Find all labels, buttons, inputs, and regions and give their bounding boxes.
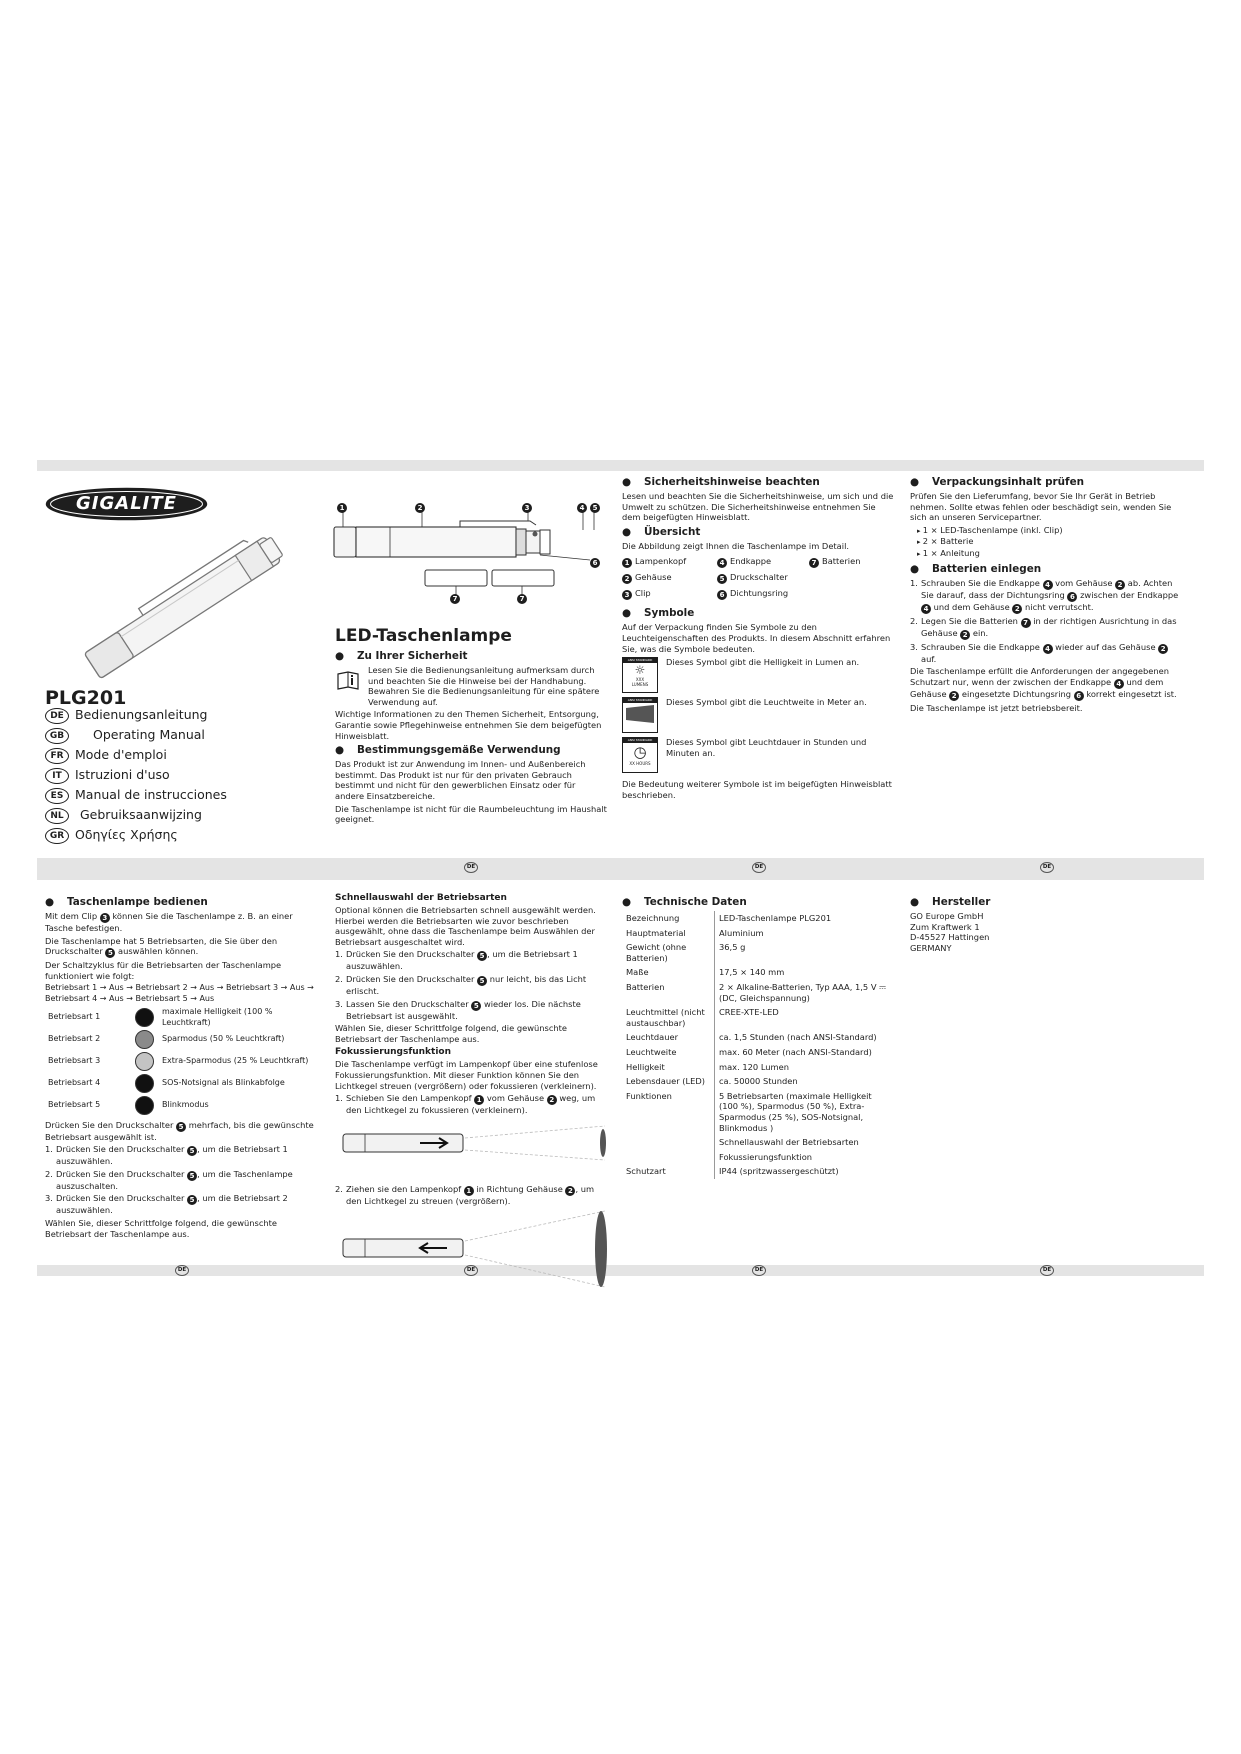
focus-wide-illustration [335,1209,610,1289]
part-item [717,572,788,584]
mode-row [45,1073,320,1095]
language-item-es [45,787,227,804]
ready-text-2: Die Taschenlampe ist jetzt betriebsbereit. [910,702,1083,713]
package-heading: ● Verpackungsinhalt prüfen [910,476,1085,488]
tech-value: IP44 (spritzwassergeschützt) [719,1166,839,1177]
symbols-footer: Die Bedeutung weiterer Symbole ist im beigefügten Hinweisblatt beschrieben. [622,779,892,800]
part-callout-icon [622,574,632,584]
mode-name: Betriebsart 5 [48,1100,101,1110]
tech-key: Maße [622,965,715,980]
modes-text: Die Taschenlampe hat 5 Betriebsarten, die Sie über den Druckschalter 5 auswählen können. [45,936,320,959]
lumen-symbol-icon [622,657,658,693]
figure-callout-6-icon [590,558,600,568]
callout-1-icon [474,1095,484,1105]
part-callout-icon [717,558,727,568]
language-code-badge: IT [45,768,69,784]
tech-key [622,1135,715,1150]
mode-name: Betriebsart 3 [48,1056,101,1066]
language-item-nl [45,807,202,824]
range-beam-glyph [623,703,657,725]
light-indicator-icon [135,1008,154,1027]
language-item-gr [45,827,178,844]
symbol-range-row [622,697,894,737]
brand-logo [45,487,208,521]
symbol-time-text: Dieses Symbol gibt Leuchtdauer in Stunden und Minuten an. [666,737,867,758]
language-label: Istruzioni d'uso [75,767,170,782]
callout-4-icon [1043,580,1053,590]
page-badge-3: DE [752,862,766,873]
mode-row [45,1007,320,1029]
tech-value: Aluminium [719,927,764,938]
lumen-symbol-value: XXX [635,677,645,683]
tech-value: ca. 50000 Stunden [719,1076,798,1087]
symbols-text: Auf der Verpackung finden Sie Symbole zu den Leuchteigenschaften des Produkts. In diesem Abschnitt erfahren Sie, was die Symbole bedeuten. [622,622,891,654]
language-label: Manual de instrucciones [75,787,227,802]
callout-5-icon [477,951,487,961]
package-item: ▸ 2 × Batterie [917,536,1182,548]
tech-key: Funktionen [622,1089,715,1135]
model-number: PLG201 [45,687,127,709]
clip-text: Mit dem Clip 3 können Sie die Taschenlampe z. B. an einer Tasche befestigen. [45,911,320,934]
overview-text: Die Abbildung zeigt Ihnen die Taschenlampe im Detail. [622,540,850,551]
language-code-badge: GB [45,728,69,744]
callout-5-icon [187,1171,197,1181]
mode-indicator [129,1051,159,1073]
tech-row [622,926,894,941]
mode-name: Betriebsart 4 [48,1078,101,1088]
use-text-2: Die Taschenlampe ist nicht für die Raumbeleuchtung im Haushalt geeignet. [335,803,607,825]
page-badge-2: DE [464,862,478,873]
example-step-3: 3. Drücken Sie den Druckschalter 5 , um die Betriebsart 2 auszuwählen. [45,1193,320,1216]
symbol-lumen-row [622,657,894,697]
mode-description: Sparmodus (50 % Leuchtkraft) [162,1034,285,1044]
callout-1-icon [464,1186,474,1196]
tech-row [622,965,894,980]
tech-key: Schutzart [622,1164,715,1179]
mode-row [45,1029,320,1051]
tech-key: Batterien [622,980,715,1005]
clock-glyph: ◷ [633,743,647,762]
safety-text: Lesen Sie die Bedienungsanleitung aufmerksam durch und beachten Sie die Hinweise bei der Handhabung. Bewahren Sie die Bedienungsanleitung für eine spätere Verwendung auf. [368,665,600,707]
battery-step-1: 1. Schrauben Sie die Endkappe 4 vom Gehäuse 2 ab. Achten Sie darauf, dass der Dichtungsring 6 zwischen der Endkappe 4 und dem Gehäuse 2 nicht verrutscht. [910,578,1182,614]
light-indicator-icon [135,1096,154,1115]
callout-2-icon [547,1095,557,1105]
tech-key: Bezeichnung [622,911,715,926]
page-7-text [622,893,894,1179]
language-label: Operating Manual [93,727,205,742]
figure-callout-3-icon [522,503,532,513]
symbols-heading: ● Symbole [622,607,695,620]
package-text: Prüfen Sie den Lieferumfang, bevor Sie Ihr Gerät in Betrieb nehmen. Sollte etwas fehlen oder beschädigt sein, wenden Sie sich an unseren Servicepartner. [910,491,1172,523]
mode-row [45,1095,320,1117]
figure-callout-1-icon [337,503,347,513]
light-indicator-icon [135,1052,154,1071]
time-symbol-tag: ANSI STANDARD [623,738,657,743]
tech-heading: ● Technische Daten [622,896,747,908]
press-text: Drücken Sie den Druckschalter 5 mehrfach, bis die gewünschte Betriebsart ausgewählt ist. [45,1120,320,1143]
tech-value: LED-Taschenlampe PLG201 [719,913,832,923]
top-sheet-top-band [37,460,1204,471]
callout-5-icon [105,948,115,958]
figure-callout-2-icon [415,503,425,513]
tech-row [622,1005,894,1030]
operate-footer: Wählen Sie, dieser Schrittfolge folgend, die gewünschte Betriebsart der Taschenlampe aus. [45,1217,278,1239]
page-4-text [910,473,1182,715]
callout-2-icon [1115,580,1125,590]
tech-value: 17,5 × 140 mm [719,967,785,978]
figure-callout-4-icon [577,503,587,513]
info-text: Wichtige Informationen zu den Themen Sicherheit, Entsorgung, Garantie sowie Pflegehinweise entnehmen Sie dem beigefügten Hinweisblatt. [335,709,602,741]
part-label: Clip [635,588,651,599]
figure-callout-battery-icon [517,594,527,604]
quick-footer: Wählen Sie, dieser Schrittfolge folgend, die gewünschte Betriebsart der Taschenlampe aus. [335,1023,568,1044]
use-text-1: Das Produkt ist zur Anwendung im Innen- und Außenbereich bestimmt. Das Produkt ist nur für den privaten Gebrauch bestimmt und nicht für den gewerblichen Einsatz oder für andere Einsatzbereiche. [335,759,586,801]
page-badge-4: DE [1040,862,1054,873]
focus-step-a [335,1093,610,1116]
part-label: Druckschalter [730,572,788,583]
language-code-badge: GR [45,828,69,844]
cycle-intro: Der Schaltzyklus für die Betriebsarten der Taschenlampe funktioniert wie folgt: [45,960,282,981]
symbol-lumen-text: Dieses Symbol gibt die Helligkeit in Lumen an. [666,657,860,668]
callout-2-icon [565,1186,575,1196]
mode-name: Betriebsart 1 [48,1012,101,1022]
callout-4-icon [1043,644,1053,654]
page-5-text [45,893,320,1241]
focus-step-b [335,1184,610,1207]
tech-key: Gewicht (ohne Batterien) [622,940,715,965]
overview-figure [330,500,610,610]
ready-text: Die Taschenlampe erfüllt die Anforderungen der angegebenen Schutzart nur, wenn der zwischen der Endkappe 4 und dem Gehäuse 2 eingesetzte Dichtungsring 6 korrekt eingesetzt ist. [910,666,1182,701]
flashlight-illustration [55,528,305,688]
page-badge-6: DE [464,1265,478,1276]
quick-step-3: 3. Lassen Sie den Druckschalter 5 wieder los. Die nächste Betriebsart ist ausgewählt. [335,999,610,1022]
tech-value: CREE-XTE-LED [719,1007,779,1018]
info-book-icon [337,671,359,691]
example-steps [45,1144,320,1216]
language-code-badge: NL [45,808,69,824]
lumen-symbol-tag: ANSI STANDARD [623,658,657,663]
product-title: LED-Taschenlampe [335,626,512,646]
part-item [717,556,771,568]
battery-steps [910,578,1182,665]
tech-key: Leuchtweite [622,1045,715,1060]
callout-5-icon [471,1001,481,1011]
part-label: Endkappe [730,556,772,567]
part-item [622,572,672,584]
language-item-de [45,707,207,724]
package-item: ▸ 1 × LED-Taschenlampe (inkl. Clip) [917,525,1182,537]
tech-row [622,1164,894,1179]
manufacturer-line: GO Europe GmbH [910,911,984,921]
tech-key [622,1150,715,1165]
tech-value: max. 60 Meter (nach ANSI-Standard) [719,1046,872,1057]
quick-step-2: 2. Drücken Sie den Druckschalter 5 nur leicht, bis das Licht erlischt. [335,974,610,997]
part-callout-icon [717,574,727,584]
part-label: Gehäuse [635,572,672,583]
part-callout-icon [717,590,727,600]
tech-row [622,980,894,1005]
brand-name: GIGALITE [76,493,177,514]
quick-text: Optional können die Betriebsarten schnell ausgewählt werden. Hierbei werden die Betriebsarten wie zuvor beschrieben ausgewählt, ohne dass die Taschenlampe beim Auswählen der Betriebsart ausgeschaltet wird. [335,905,596,947]
tech-value: ca. 1,5 Stunden (nach ANSI-Standard) [719,1032,877,1043]
quick-heading: Schnellauswahl der Betriebsarten [335,893,507,903]
page-2-text [335,625,607,827]
tech-row [622,1045,894,1060]
page-3-text [622,473,894,802]
callout-2-icon [1012,604,1022,614]
tech-value: max. 120 Lumen [719,1061,790,1072]
mode-description: maximale Helligkeit (100 % Leuchtkraft) [162,1006,273,1027]
tech-row [622,1135,894,1150]
mode-table [45,1007,320,1117]
figure-callout-5-icon [590,503,600,513]
part-item [717,588,788,600]
tech-row [622,940,894,965]
tech-value: 36,5 g [719,942,746,953]
bottom-sheet-bottom-band [37,1265,1204,1276]
safety-notes-text: Lesen und beachten Sie die Sicherheitshinweise, um sich und die Umwelt zu schützen. Die Sicherheitshinweise entnehmen Sie dem beigefügten Hinweisblatt. [622,491,894,523]
package-list [910,525,1182,560]
quick-steps [335,949,610,1021]
page-8-text [910,893,1182,953]
callout-5-icon [187,1195,197,1205]
tech-value: Fokussierungsfunktion [719,1151,813,1162]
callout-6-icon [1074,691,1084,701]
mode-name: Betriebsart 2 [48,1034,101,1044]
tech-key: Helligkeit [622,1060,715,1075]
example-step-1: 1. Drücken Sie den Druckschalter 5 , um die Betriebsart 1 auszuwählen. [45,1144,320,1167]
callout-2-icon [960,630,970,640]
manufacturer-line: Zum Kraftwerk 1 [910,921,980,932]
light-indicator-icon [135,1030,154,1049]
range-symbol-icon [622,697,658,733]
language-item-gb [45,727,205,744]
tech-value: 5 Betriebsarten (maximale Helligkeit (100 %), Sparmodus (50 %), Extra-Sparmodus (25 %), SOS-Notsignal, Blinkmodus ) [719,1090,872,1133]
symbol-time-row [622,737,894,779]
part-label: Batterien [822,556,861,567]
page-badge-8: DE [1040,1265,1054,1276]
part-callout-icon [622,558,632,568]
time-symbol-icon [622,737,658,773]
battery-step-2: 2. Legen Sie die Batterien 7 in der richtigen Ausrichtung in das Gehäuse 2 ein. [910,616,1182,640]
light-indicator-icon [135,1074,154,1093]
tech-key: Lebensdauer (LED) [622,1074,715,1089]
language-label: Gebruiksaanwijzing [80,807,202,822]
example-step-2: 2. Drücken Sie den Druckschalter 5 , um die Taschenlampe auszuschalten. [45,1169,320,1192]
range-symbol-value: XXX [646,724,655,730]
language-label: Οδηγίες Χρήσης [75,827,178,842]
callout-2-icon [1158,644,1168,654]
safety-notes-heading: ● Sicherheitshinweise beachten [622,476,820,488]
tech-table [622,911,894,1179]
callout-2-icon [949,691,959,701]
tech-row [622,1060,894,1075]
focus-heading: Fokussierungsfunktion [335,1047,452,1058]
manufacturer-heading: ● Hersteller [910,896,991,908]
language-label: Mode d'emploi [75,747,167,762]
page-badge-7: DE [752,1265,766,1276]
overview-heading: ● Übersicht [622,525,701,538]
symbol-range-text: Dieses Symbol gibt die Leuchtweite in Meter an. [666,697,867,708]
part-callout-icon [622,590,632,600]
use-heading: ● Bestimmungsgemäße Verwendung [335,744,561,757]
focus-step-2: 2. Ziehen sie den Lampenkopf 1 in Richtung Gehäuse 2 , um den Lichtkegel zu streuen (vergrößern). [335,1184,610,1207]
page-badge-5: DE [175,1265,189,1276]
tech-row [622,1150,894,1165]
lumen-symbol-label: LUMENS [631,682,649,688]
safety-block [335,665,607,707]
language-item-it [45,767,170,784]
page-6-text [335,890,610,1292]
manufacturer-line: GERMANY [910,942,952,953]
tech-key: Hauptmaterial [622,926,715,941]
callout-5-icon [187,1146,197,1156]
range-symbol-tag: ANSI STANDARD [623,698,657,703]
language-code-badge: ES [45,788,69,804]
tech-row [622,1089,894,1135]
battery-heading: ● Batterien einlegen [910,562,1042,575]
mode-description: Extra-Sparmodus (25 % Leuchtkraft) [162,1056,309,1066]
mode-indicator [129,1073,159,1095]
callout-5-icon [477,976,487,986]
focus-step-1: 1. Schieben Sie den Lampenkopf 1 vom Gehäuse 2 weg, um den Lichtkegel zu fokussieren (verkleinern). [335,1093,610,1116]
focus-text: Die Taschenlampe verfügt im Lampenkopf über eine stufenlose Fokussierungsfunktion. Mit dieser Funktion können Sie den Lichtkegel streuen (vergrößern) oder fokussieren (verkleinern). [335,1059,598,1091]
tech-row [622,911,894,926]
callout-4-icon [921,604,931,614]
mode-description: Blinkmodus [162,1100,209,1110]
time-symbol-label: XX HOURS [629,761,651,767]
callout-3-icon [100,913,110,923]
mode-indicator [129,1095,159,1117]
tech-value: 2 × Alkaline-Batterien, Typ AAA, 1,5 V ⎓ (DC, Gleichspannung) [719,981,886,1003]
battery-step-3: 3. Schrauben Sie die Endkappe 4 wieder auf das Gehäuse 2 auf. [910,642,1182,665]
part-item [622,588,651,600]
language-item-fr [45,747,167,764]
language-code-badge: FR [45,748,69,764]
tech-key: Leuchtmittel (nicht austauschbar) [622,1005,715,1030]
quick-step-1: 1. Drücken Sie den Druckschalter 5 , um die Betriebsart 1 auszuwählen. [335,949,610,972]
callout-4-icon [1114,679,1124,689]
tech-value: Schnellauswahl der Betriebsarten [719,1137,859,1148]
top-sheet-bottom-band [37,858,1204,880]
callout-6-icon [1067,592,1077,602]
part-callout-icon [809,558,819,568]
parts-list [622,556,894,604]
tech-row [622,1074,894,1089]
mode-indicator [129,1007,159,1029]
manufacturer-line: D-45527 Hattingen [910,932,990,943]
mode-indicator [129,1029,159,1051]
figure-callout-battery-icon [450,594,460,604]
callout-5-icon [176,1122,186,1132]
lumen-symbol-glyph: ☼ [634,663,646,678]
manufacturer-address [910,911,1182,953]
part-label: Dichtungsring [730,588,789,599]
cycle-text: Betriebsart 1 → Aus → Betriebsart 2 → Aus → Betriebsart 3 → Aus → Betriebsart 4 → Aus → Betriebsart 5 → Aus [45,983,314,1003]
focus-narrow-illustration [335,1118,610,1176]
safety-heading: ● Zu Ihrer Sicherheit [335,650,468,662]
package-item: ▸ 1 × Anleitung [917,548,1182,560]
part-item [809,556,860,568]
language-code-badge: DE [45,708,69,724]
tech-key: Leuchtdauer [622,1030,715,1045]
mode-description: SOS-Notsignal als Blinkabfolge [162,1078,285,1088]
callout-7-icon [1021,618,1031,628]
language-label: Bedienungsanleitung [75,707,208,722]
tech-row [622,1030,894,1045]
part-item [622,556,686,568]
part-label: Lampenkopf [635,556,687,567]
operate-heading: ● Taschenlampe bedienen [45,896,208,908]
mode-row [45,1051,320,1073]
